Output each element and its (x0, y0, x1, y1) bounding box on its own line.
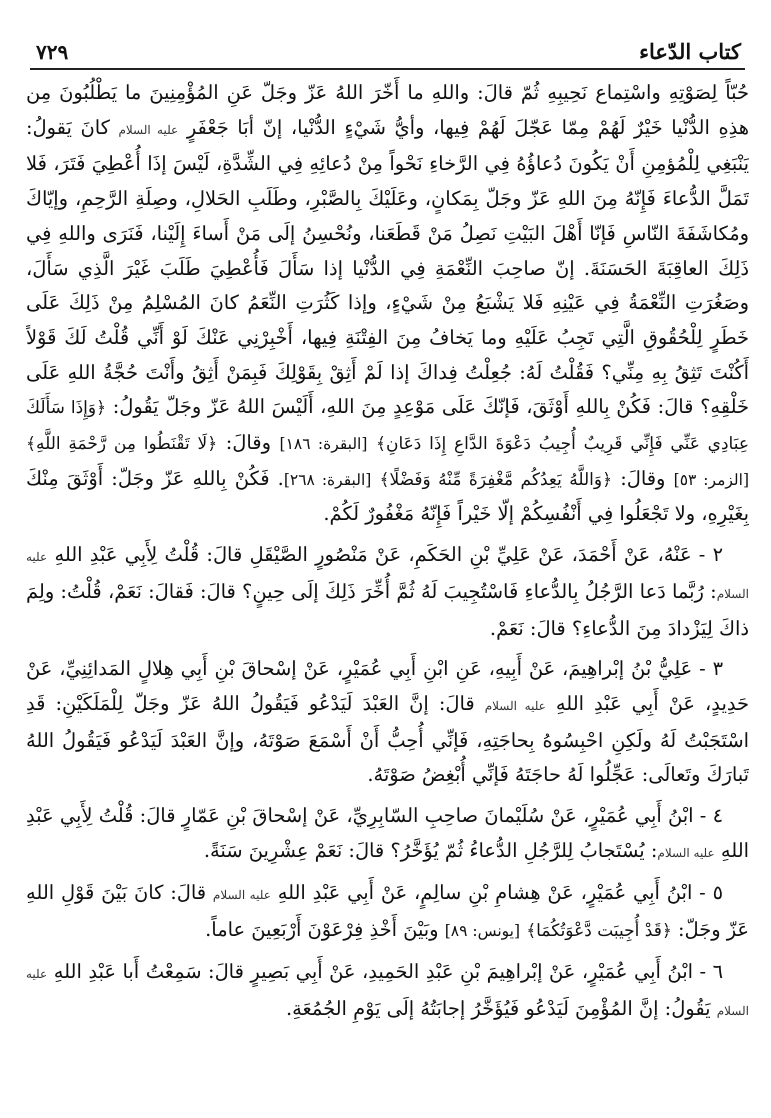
paragraph-text: قالَ: إنَّ العَبْدَ لَيَدْعُو فَيَقُولُ اللهُ عَزّ وجَلّ لِلْمَلَكَيْنِ: قَدِ اسْتَجَبْتُ لَهُ ولَكِنِ احْبِسُوهُ بِحاجَتِهِ، فَإنِّي أُحِبُّ أَنْ أَسْمَعَ صَوْتَهُ، وإنَّ العَبْدَ لَيَدْعُو فَيَقُولُ اللهُ تَبارَكَ وتَعالَى: عَجِّلُوا لَهُ حاجَتَهُ فَإنِّي أُبْغِضُ صَوْتَهُ. (26, 691, 749, 787)
quran-quote: ﴿وَإِذَا سَأَلَكَ عِبَادِي عَنِّي فَإِنِّي قَرِيبٌ أُجِيبُ دَعْوَةَ الدَّاعِ إِذَا دَعَانِ﴾ (26, 398, 749, 455)
paragraph-text: حُبّاً لِصَوْتِهِ واسْتِماع نَحِيبِهِ ثُمّ قالَ: واللهِ ما أَخّرَ اللهُ عَزّ وجَلّ عَنِ المُؤْمِنِينَ ما يَطْلُبُونَ مِن هذِهِ الدُّنْيا خَيْرٌ لَهُمْ مِمّا عَجّلَ لَهُمْ فِيها، وأيُّ شَيْءٍ الدُّنْيا، إنّ أبَا جَعْفَرٍ (26, 81, 749, 139)
quran-reference: [البقرة: ١٨٦] (279, 435, 368, 454)
paragraph-text: كانَ يَقولُ: يَنْبَغِي لِلْمُؤمِنِ أَنْ يَكُونَ دُعاؤُهُ فِي الرَّخاءِ نَحْواً مِنْ دُعائِهِ فِي الشِّدَّةِ، لَيْسَ إذَا أُعْطِيَ فَتَرَ، فَلا تَمَلَّ الدُّعاءَ فَإِنّهُ مِنَ اللهِ عَزّ وجَلّ بِمَكانٍ، وعَلَيْكَ بِالصَّبْرِ، وطَلَبِ الحَلالِ، وصِلَةِ الرَّحِمِ، وإيّاكَ ومُكاشَفَةَ النّاسِ فَإنّا أَهْلَ البَيْتِ نَصِلُ مَنْ قَطَعَنا، ونُحْسِنُ إلَى مَنْ أَساءَ إِلَيْنا، فَنَرَى واللهِ فِي ذَلِكَ العاقِبَةَ الحَسَنَةَ. إنّ صاحِبَ النِّعْمَةِ فِي الدُّنْيا إذا سَأَلَ فَأُعْطِيَ طَلَبَ غَيْرَ الَّذِي سَأَلَ، وصَغُرَتِ النِّعْمَةُ فِي عَيْنِهِ فَلا يَشْبَعُ مِنْ شَيْءٍ، وإذا كَثُرَتِ النِّعَمُ كانَ المُسْلِمُ مِنْ ذَلِكَ عَلَى خَطَرٍ لِلْحُقُوقِ الَّتِي تَجِبُ عَلَيْهِ وما يَخافُ مِنَ الفِتْنَةِ فِيها، أَخْبِرْنِي عَنْكَ لَوْ أَنِّي قُلْتُ لَكَ قَوْلاً أَكُنْتَ تَثِقُ بِهِ مِنِّي؟ فَقُلْتُ لَهُ: جُعِلْتُ فِداكَ إذا لَمْ أَثِقْ بِقَوْلِكَ فَبِمَنْ أَثِقُ وأَنْتَ حُجَّةُ اللهِ عَلَى خَلْقِهِ؟ قالَ: فَكُنْ بِاللهِ أَوْثَقَ، فَإنّكَ عَلَى مَوْعِدٍ مِنَ اللهِ، أَلَيْسَ اللهُ عَزّ وجَلّ يَقُولُ: (26, 115, 749, 419)
paragraph-text: ٤ - ابْنُ أَبِي عُمَيْرٍ، عَنْ سُلَيْمانَ صاحِبِ السّابِرِيِّ، عَنْ إسْحاقَ بْنِ عَمّارٍ قالَ: قُلْتُ لِأَبِي عَبْدِ اللهِ (26, 804, 749, 862)
paragraph-text: ٢ - عَنْهُ، عَنْ أَحْمَدَ، عَنْ عَلِيِّ بْنِ الحَكَمِ، عَنْ مَنْصُورٍ الصَّيْقَلِ قالَ: قُلْتُ لِأَبِي عَبْدِ اللهِ (54, 543, 724, 567)
paragraph-text: قالَ: كانَ بَيْنَ قَوْلِ اللهِ عَزّ وجَلّ: (26, 881, 749, 942)
paragraph-text: وقالَ: (225, 431, 271, 455)
running-title: كتاب الدّعاء (639, 39, 741, 64)
page-body (26, 76, 749, 1096)
continuation-paragraph (26, 76, 749, 532)
paragraph-text: وبَيْنَ أَخْذِ فِرْعَوْنَ أَرْبَعِينَ عاماً. (205, 918, 439, 942)
honorific-glyph: عليه السلام (26, 966, 749, 1018)
quran-reference: [يونس: ٨٩] (444, 922, 521, 941)
page-number: ٧٢٩ (36, 40, 69, 64)
paragraph-text: ٥ - ابْنُ أَبِي عُمَيْرٍ، عَنْ هِشامِ بْنِ سالِمٍ، عَنْ أَبِي عَبْدِ اللهِ (277, 881, 723, 905)
paragraph-text: وقالَ: (620, 466, 666, 490)
hadith-paragraph-5 (26, 876, 749, 948)
hadith-paragraph-2 (26, 538, 749, 646)
honorific-glyph: عليه السلام (118, 122, 179, 137)
hadith-paragraph-3 (26, 652, 749, 793)
quran-reference: [البقرة: ٢٦٨] (283, 470, 372, 489)
hadith-paragraph-6 (26, 955, 749, 1028)
page-header (36, 30, 741, 64)
honorific-glyph: عليه السلام (26, 550, 749, 601)
paragraph-text: يَقُولُ: إنَّ المُؤْمِنَ لَيَدْعُو فَيُؤَخَّرُ إجابَتُهُ إلَى يَوْمِ الجُمُعَةِ. (285, 996, 711, 1020)
honorific-glyph: عليه السلام (212, 888, 271, 903)
quran-quote: ﴿لَا تَقْنَطُوا مِن رَّحْمَةِ اللَّهِ﴾ (26, 434, 218, 455)
paragraph-text: ٦ - ابْنُ أَبِي عُمَيْرٍ، عَنْ إبْراهِيمَ بْنِ عَبْدِ الحَمِيدِ، عَنْ أَبِي بَصِيرٍ قالَ: سَمِعْتُ أَبا عَبْدِ اللهِ (53, 959, 723, 983)
header-rule (30, 68, 745, 70)
paragraph-text: : يُسْتَجابُ لِلرَّجُلِ الدُّعاءُ ثُمّ يُؤَخَّرُ؟ قالَ: نَعَمْ عِشْرِينَ سَنَةً. (203, 838, 658, 862)
quran-quote: ﴿وَاللَّهُ يَعِدُكُم مَّغْفِرَةً مِّنْهُ وَفَضْلًا﴾ (379, 469, 613, 490)
paragraph-text: ٣ - عَلِيُّ بْنُ إبْراهِيمَ، عَنْ أَبِيهِ، عَنِ ابْنِ أَبِي عُمَيْرٍ، عَنْ إسْحاقَ بْنِ أَبِي هِلالٍ المَدائِنِيِّ، عَنْ حَدِيدٍ، عَنْ أَبِي عَبْدِ اللهِ (26, 657, 749, 715)
quran-reference: [الزمر: ٥٣] (673, 470, 749, 489)
quran-quote: ﴿قَدْ أُجِيبَت دَّعْوَتُكُمَا﴾ (526, 921, 672, 942)
paragraph-text: . فَكُنْ بِاللهِ عَزّ وجَلّ: أَوْثَقَ مِنْكَ بِغَيْرِهِ، ولا تَجْعَلُوا فِي أَنْفُسِكُمْ إلّا خَيْراً فَإِنّهُ مَغْفُورٌ لَكُمْ. (26, 466, 749, 526)
paragraph-text: : رُبَّما دَعا الرَّجُلُ بِالدُّعاءِ فَاسْتُجِيبَ لَهُ ثُمَّ أُخِّرَ ذَلِكَ إلَى حِينٍ؟ قالَ: فَقالَ: نَعَمْ، قُلْتُ: ولِمَ ذاكَ لِيَزْدادَ مِنَ الدُّعاءِ؟ قالَ: نَعَمْ. (26, 579, 749, 640)
hadith-paragraph-4 (26, 799, 749, 870)
honorific-glyph: عليه السلام (484, 698, 546, 713)
honorific-glyph: عليه السلام (657, 845, 715, 860)
